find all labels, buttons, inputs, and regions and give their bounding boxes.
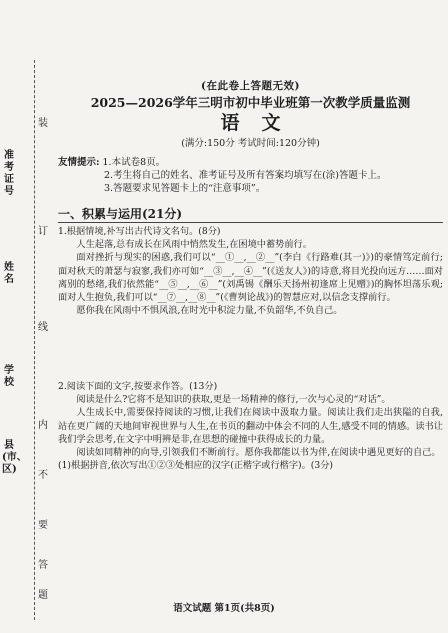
binding-mark: 内 — [38, 420, 48, 431]
tips-block — [58, 156, 443, 195]
section-divider — [58, 222, 443, 223]
sub-question: (1)根据拼音,依次写出①②③处相应的汉字(正楷字或行楷字)。(3分) — [58, 460, 333, 472]
binding-mark: 订 — [38, 226, 48, 237]
binding-mark: 线 — [38, 322, 48, 333]
binding-mark: 答 — [38, 560, 48, 571]
question-stem: 1.根据情境,补写出古代诗文名句。(8分) — [58, 226, 221, 237]
tips-head: 友情提示: — [58, 157, 100, 168]
tips-item: 1.本试卷8页。 — [102, 157, 166, 168]
exam-title: 2025—2026学年三明市初中毕业班第一次教学质量监测 — [90, 95, 411, 110]
exam-meta: (满分:150分 考试时间:120分钟) — [181, 138, 320, 149]
question-2 — [58, 380, 443, 472]
binding-mark: 装 — [38, 118, 48, 129]
tips-item: 3.答题要求见答题卡上的“注意事项”。 — [104, 183, 266, 194]
question-1 — [58, 225, 443, 317]
binding-sidebar — [0, 0, 58, 633]
paragraph: 阅读如同精神的向导,引领我们不断前行。愿你我都能以书为伴,在阅读中遇见更好的自己。 — [76, 447, 441, 459]
paragraph: 愿你我在风雨中不惧风浪,在时光中积淀力量,不负韶华,不负自己。 — [76, 305, 343, 317]
field-label-school: 学校 — [4, 365, 14, 388]
field-label-name: 姓名 — [4, 262, 14, 285]
section-title: 一、积累与运用(21分) — [58, 207, 183, 221]
paragraph: 阅读是什么?它将不是知识的获取,更是一场精神的修行,一次与心灵的“对话”。 — [76, 394, 391, 406]
paragraph: 人生起落,总有成长在风雨中悄然发生,在困境中蓄势前行。 — [76, 239, 312, 251]
binding-mark: 不 — [38, 470, 48, 481]
subject-title: 语文 — [220, 112, 303, 134]
binding-dash-line — [34, 60, 35, 620]
page-number: 语文试题 第1页(共8页) — [173, 603, 275, 614]
field-label-county: 县(市、区) — [2, 440, 27, 475]
binding-mark: 题 — [38, 590, 48, 601]
paragraph: 人生成长中,需要保持阅读的习惯,让我们在阅读中汲取力量。阅读让我们走出狭隘的自我,站在更广阔的天地间审视世界与人生,在书页的翻动中体会不同的人生,感受不同的情感。读书让我们学会思考,在文字中明辨是非,在思想的碰撞中获得成长的力量。 — [58, 407, 443, 445]
field-label-exam-number: 准考证号 — [4, 150, 14, 197]
question-stem: 2.阅读下面的文字,按要求作答。(13分) — [58, 381, 218, 392]
paragraph: 面对挫折与现实的困惑,我们可以“__①__,__②__”(李白《行路难(其一)》)的豪情笃定前行;面对秋天的萧瑟与寂寥,我们亦可如“__③__,__④__”(《送友人》)的诗意,将目光投向远方……面对离别的愁绪,我们依然能“__⑤__,__⑥__”(刘禹锡《酬乐天扬州初逢席上见赠》)的胸怀坦荡乐观;面对人生抱负,我们可以“__⑦__,__⑧__”(《曹刿论战》)的智慧应对,以信念支撑前行。 — [58, 252, 443, 304]
tips-item: 2.考生将自己的姓名、准考证号及所有答案均填写在(涂)答题卡上。 — [104, 170, 387, 181]
binding-mark: 要 — [38, 520, 48, 531]
answer-notice: (在此卷上答题无效) — [201, 80, 300, 92]
